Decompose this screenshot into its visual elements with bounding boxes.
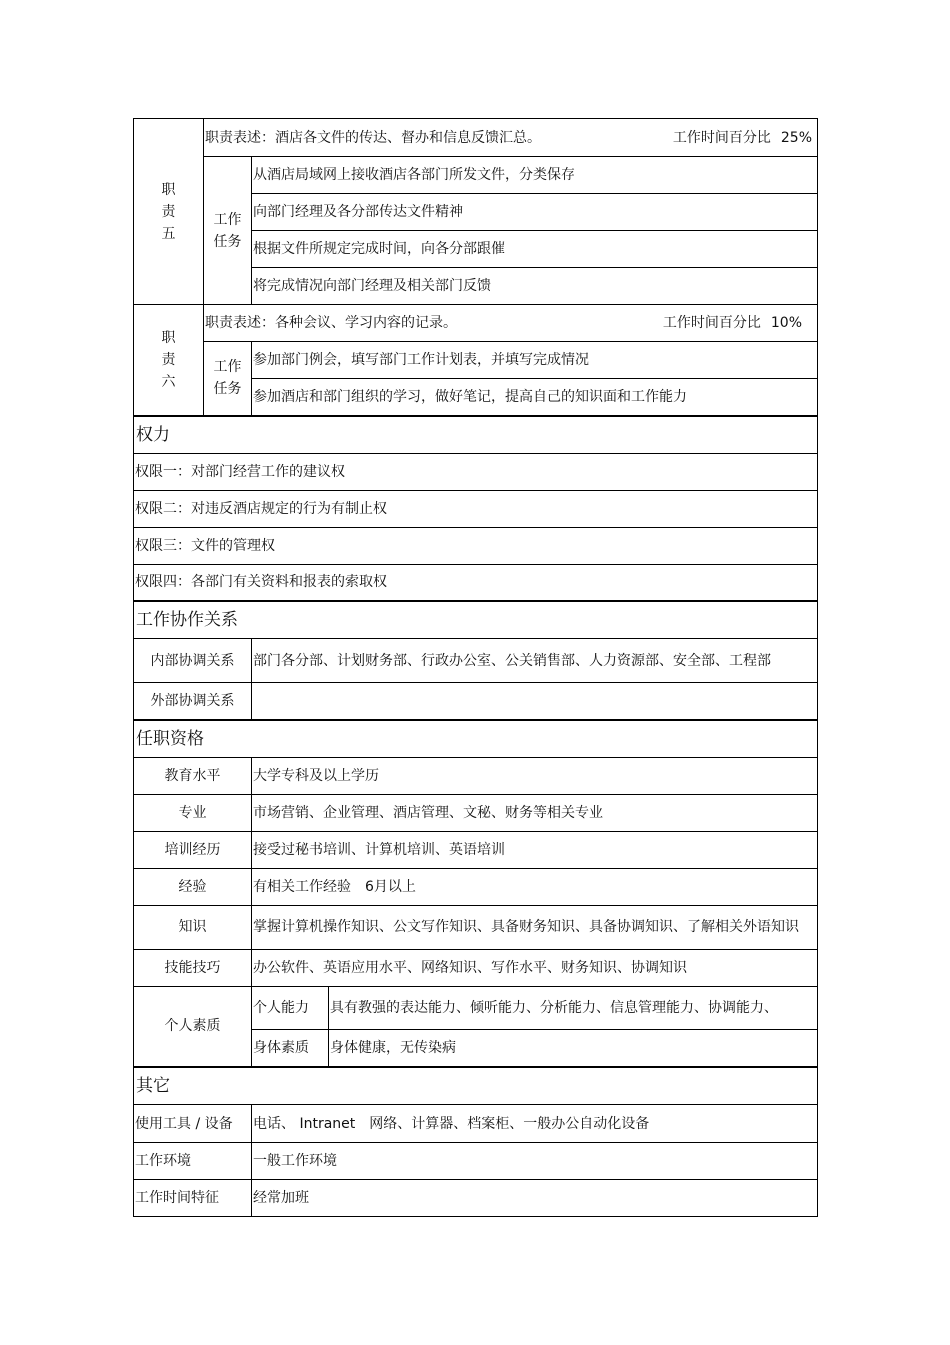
duty-6-label: 职 责 六 [134, 305, 204, 416]
duty-5-task: 向部门经理及各分部传达文件精神 [252, 194, 818, 231]
duty-6-time-value: 10% [770, 315, 803, 331]
qualification-label: 技能技巧 [134, 949, 252, 986]
duty-5-task-label: 工作 任务 [204, 157, 252, 305]
duty-5-task: 从酒店局域网上接收酒店各部门所发文件，分类保存 [252, 157, 818, 194]
duty-5-task: 将完成情况向部门经理及相关部门反馈 [252, 268, 818, 305]
internal-coordination-value: 部门各分部、计划财务部、行政办公室、公关销售部、人力资源部、安全部、工程部 [252, 639, 818, 683]
authority-item: 权限一：对部门经营工作的建议权 [134, 453, 818, 490]
qualification-label: 知识 [134, 905, 252, 949]
duty-5-time-value: 25% [780, 129, 813, 146]
personal-ability-value: 具有教强的表达能力、倾听能力、分析能力、信息管理能力、协调能力、 [329, 986, 818, 1029]
authority-item: 权限三：文件的管理权 [134, 527, 818, 564]
other-value: 一般工作环境 [252, 1143, 818, 1180]
qualification-value: 市场营销、企业管理、酒店管理、文秘、财务等相关专业 [252, 794, 818, 831]
personal-quality-label: 个人素质 [134, 986, 252, 1067]
qualification-value: 接受过秘书培训、计算机培训、英语培训 [252, 831, 818, 868]
duty-5-task: 根据文件所规定完成时间，向各分部跟催 [252, 231, 818, 268]
qualification-label: 教育水平 [134, 757, 252, 794]
other-label: 使用工具 / 设备 [134, 1105, 252, 1143]
qualification-value: 办公软件、英语应用水平、网络知识、写作水平、财务知识、协调知识 [252, 949, 818, 986]
other-label: 工作时间特征 [134, 1180, 252, 1217]
qualification-label: 专业 [134, 794, 252, 831]
duty-6-description: 职责表述：各种会议、学习内容的记录。 [205, 315, 457, 331]
duty-5-description: 职责表述：酒店各文件的传达、督办和信息反馈汇总。 [205, 129, 541, 146]
qualification-label: 培训经历 [134, 831, 252, 868]
internal-coordination-label: 内部协调关系 [134, 639, 252, 683]
authority-section-title: 权力 [134, 416, 818, 454]
physical-quality-label: 身体素质 [252, 1029, 329, 1067]
external-coordination-label: 外部协调关系 [134, 683, 252, 720]
external-coordination-value [252, 683, 818, 720]
duty-6-description-row [204, 305, 818, 342]
qualifications-section-title: 任职资格 [134, 720, 818, 758]
authority-item: 权限二：对违反酒店规定的行为有制止权 [134, 490, 818, 527]
job-description-document [133, 118, 817, 1217]
duty-6-task-label: 工作 任务 [204, 342, 252, 416]
duty-5-label: 职 责 五 [134, 119, 204, 305]
physical-quality-value: 身体健康，无传染病 [329, 1029, 818, 1067]
other-value: 经常加班 [252, 1180, 818, 1217]
duty-6-task: 参加部门例会，填写部门工作计划表，并填写完成情况 [252, 342, 818, 379]
qualification-label: 经验 [134, 868, 252, 905]
duty-6-time-label: 工作时间百分比 [662, 315, 761, 331]
other-section-title: 其它 [134, 1067, 818, 1105]
duty-5-time-label: 工作时间百分比 [672, 129, 771, 146]
qualification-value: 有相关工作经验 6月以上 [252, 868, 818, 905]
personal-ability-label: 个人能力 [252, 986, 329, 1029]
duty-6-task: 参加酒店和部门组织的学习，做好笔记，提高自己的知识面和工作能力 [252, 379, 818, 416]
other-value: 电话、 Intranet 网络、计算器、档案柜、一般办公自动化设备 [252, 1105, 818, 1143]
other-label: 工作环境 [134, 1143, 252, 1180]
qualification-value: 掌握计算机操作知识、公文写作知识、具备财务知识、具备协调知识、了解相关外语知识 [252, 905, 818, 949]
duty-5-description-row [204, 119, 818, 157]
authority-item: 权限四：各部门有关资料和报表的索取权 [134, 564, 818, 601]
job-description-table [133, 118, 818, 1217]
qualification-value: 大学专科及以上学历 [252, 757, 818, 794]
collaboration-section-title: 工作协作关系 [134, 601, 818, 639]
